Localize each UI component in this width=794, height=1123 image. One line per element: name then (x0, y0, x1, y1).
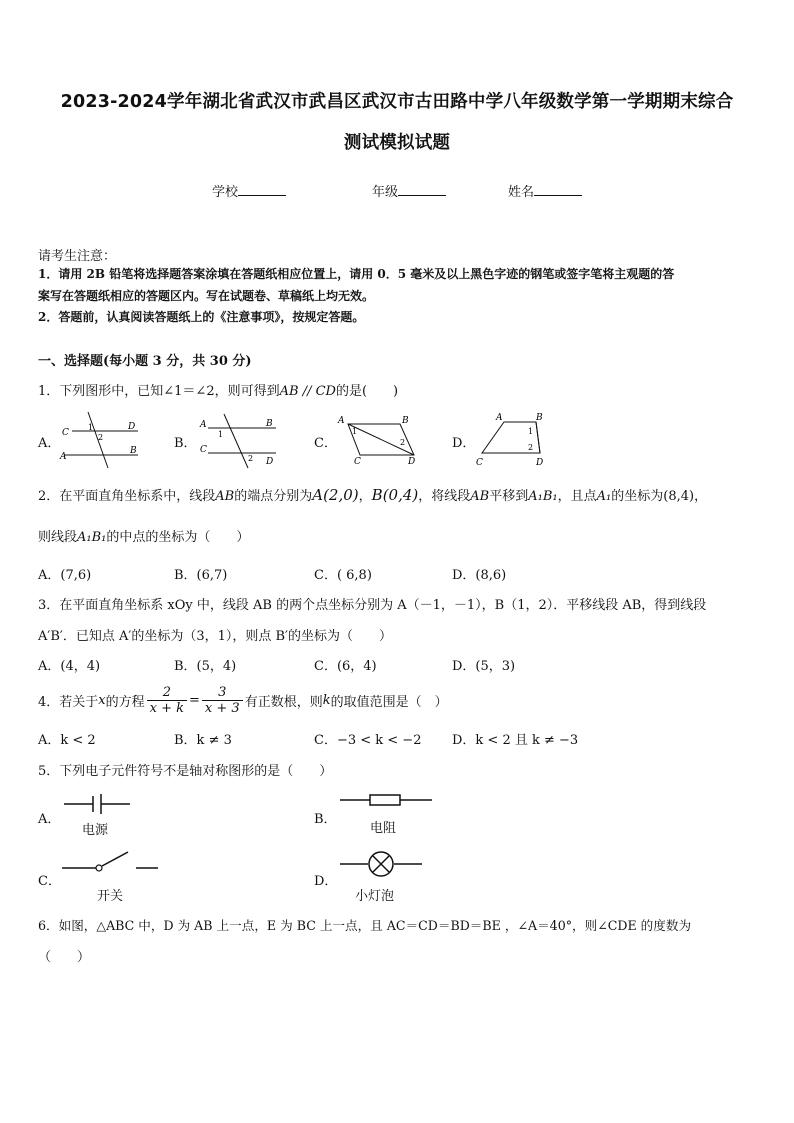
q2-ab: AB (215, 489, 235, 504)
question-4-stem (38, 680, 448, 720)
grade-label: 年级 (372, 185, 399, 200)
q2-a1b1: A₁B₁ (528, 489, 558, 504)
q4-option-d: D．k < 2 且 k ≠ −3 (452, 733, 579, 748)
q1a-label-c: C (62, 428, 69, 438)
q2-sep: ， (358, 489, 372, 504)
q3-option-c: C．(6，4) (314, 659, 377, 674)
q1c-label-a: A (338, 416, 345, 426)
q1-figure-c (334, 410, 424, 465)
q1b-label-b: B (266, 419, 273, 429)
question-6-stem-line2: （ ） (38, 950, 91, 965)
switch-symbol-icon (60, 846, 160, 880)
q1-option-c: C． (314, 436, 337, 451)
q1d-label-a: A (496, 413, 503, 423)
q1a-label-b: B (130, 446, 137, 456)
q2-text-c: ，将线段 (418, 489, 471, 504)
q2-option-a: A．(7,6) (38, 568, 92, 583)
q1c-label-b: B (402, 416, 409, 426)
exam-title-line1: 2023-2024学年湖北省武汉市武昌区武汉市古田路中学八年级数学第一学期期末综合 (60, 92, 734, 112)
notice-line-1a: 1．请用 2B 铅笔将选择题答案涂填在答题纸相应位置上，请用 0．5 毫米及以上黑色字迹的钢笔或签字笔将主观题的答 (38, 267, 675, 281)
q1-option-d: D． (452, 436, 476, 451)
notice-line-2: 2．答题前，认真阅读答题纸上的《注意事项》，按规定答题。 (38, 310, 365, 324)
q1b-angle-1: 1 (218, 430, 224, 439)
q1d-label-c: C (476, 458, 483, 468)
q1-figure-a (58, 410, 144, 470)
q2-a1b1-2: A₁B₁ (77, 530, 107, 545)
q1-figure-d (474, 408, 556, 468)
q4-frac2-den: x + 3 (204, 700, 240, 716)
q5-option-b: B． (314, 812, 337, 827)
q5-caption-a: 电源 (82, 823, 109, 838)
question-6-stem-line1: 6．如图，△ABC 中，D 为 AB 上一点，E 为 BC 上一点，且 AC＝CD＝BD＝BE ，∠A＝40°，则∠CDE 的度数为 (38, 918, 692, 933)
q5-caption-d: 小灯泡 (355, 889, 395, 904)
resistor-symbol-icon (338, 788, 434, 814)
q2-option-b: B．(6,7) (174, 568, 228, 583)
q4-mid: 的方程 (105, 694, 145, 710)
q2-text-h: 的中点的坐标为（ ） (106, 530, 250, 545)
question-1-stem (38, 380, 398, 399)
q1-option-b: B． (174, 436, 197, 451)
q2-text-b: 的端点分别为 (234, 489, 313, 504)
q2-text-a: 2．在平面直角坐标系中，线段 (38, 489, 216, 504)
school-field (212, 181, 286, 200)
question-2-stem-line2 (38, 526, 249, 545)
q4-frac1-den: x + k (149, 700, 185, 716)
q1-prefix: 1．下列图形中，已知∠1＝∠2，则可得到 (38, 384, 280, 399)
q1c-angle-2: 2 (400, 438, 406, 447)
q5-option-d: D． (314, 874, 338, 889)
notice-line-1b: 案写在答题纸相应的答题区内。写在试题卷、草稿纸上均无效。 (38, 289, 375, 303)
q1-option-a: A． (38, 436, 61, 451)
q2-text-f: 的坐标为(8,4)， (611, 489, 708, 504)
q3-option-d: D．(5，3) (452, 659, 516, 674)
name-field (508, 181, 582, 200)
q4-option-a: A．k < 2 (38, 733, 96, 748)
q3-option-a: A．(4，4) (38, 659, 101, 674)
q5-option-a: A． (38, 812, 61, 827)
battery-symbol-icon (60, 790, 134, 820)
q4-equals: = (189, 692, 200, 708)
q4-suffix2: 的取值范围是（ ） (330, 694, 448, 710)
q1b-label-a: A (200, 420, 207, 430)
q5-caption-b: 电阻 (370, 821, 397, 836)
q4-suffix: 有正数根，则 (244, 694, 323, 710)
q5-caption-c: 开关 (97, 889, 124, 904)
section-heading: 一、选择题(每小题 3 分，共 30 分) (38, 354, 252, 369)
q4-option-c: C．−3 < k < −2 (314, 733, 422, 748)
question-2-stem-line1 (38, 485, 707, 504)
q1d-angle-2: 2 (528, 443, 534, 452)
q3-option-b: B．(5，4) (174, 659, 237, 674)
question-5-stem: 5．下列电子元件符号不是轴对称图形的是（ ） (38, 764, 333, 779)
q1a-angle-1: 1 (88, 423, 94, 432)
grade-field (372, 181, 446, 200)
q4-k: k (322, 692, 331, 708)
q5-option-c: C． (38, 874, 61, 889)
name-label: 姓名 (508, 185, 535, 200)
q2-point-a: A(2,0) (312, 486, 359, 504)
q4-option-b: B．k ≠ 3 (174, 733, 232, 748)
q1b-label-d: D (266, 457, 274, 467)
q1-math: AB // CD (279, 384, 336, 399)
q1d-angle-1: 1 (528, 427, 534, 436)
name-blank (534, 183, 582, 196)
q1-figure-b (196, 410, 284, 470)
q4-frac1-num: 2 (147, 685, 187, 701)
q1-suffix: 的是( ) (335, 384, 399, 399)
question-3-stem-line2: A′B′．已知点 A′的坐标为（3，1），则点 B′的坐标为（ ） (38, 629, 392, 644)
question-3-stem-line1: 3．在平面直角坐标系 xOy 中，线段 AB 的两个点坐标分别为 A（－1，－1），B（1，2）．平移线段 AB，得到线段 (38, 598, 707, 613)
q1a-angle-2: 2 (98, 433, 104, 442)
q1d-label-b: B (536, 413, 543, 423)
q4-frac2-num: 3 (202, 685, 243, 701)
q1c-angle-1: 1 (352, 427, 358, 436)
q2-ab-2: AB (470, 489, 490, 504)
q4-fraction-2 (202, 685, 243, 716)
q2-option-c: C．( 6,8) (314, 568, 372, 583)
q2-option-d: D．(8,6) (452, 568, 507, 583)
q2-a1: A₁ (596, 489, 612, 504)
school-label: 学校 (212, 185, 239, 200)
q1b-angle-2: 2 (248, 454, 254, 463)
notice-heading: 请考生注意： (38, 249, 117, 264)
q1c-label-d: D (408, 457, 416, 465)
q1b-label-c: C (200, 445, 207, 455)
light-bulb-symbol-icon (338, 846, 424, 880)
q4-fraction-1 (147, 685, 187, 716)
q2-point-b: B(0,4) (371, 486, 419, 504)
q2-text-g: 则线段 (38, 530, 78, 545)
q1c-label-c: C (354, 457, 361, 465)
school-blank (238, 183, 286, 196)
q1a-label-d: D (128, 422, 136, 432)
grade-blank (398, 183, 446, 196)
q2-text-e: ，且点 (557, 489, 597, 504)
q4-x: x (98, 692, 106, 708)
q1d-label-d: D (536, 458, 544, 468)
q1a-label-a: A (60, 452, 67, 462)
exam-title-line2: 测试模拟试题 (343, 133, 451, 153)
q4-prefix: 4．若关于 (38, 694, 99, 710)
q2-text-d: 平移到 (489, 489, 529, 504)
